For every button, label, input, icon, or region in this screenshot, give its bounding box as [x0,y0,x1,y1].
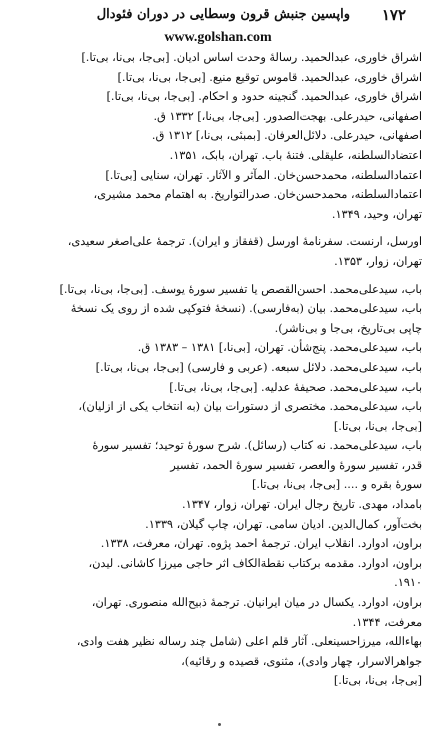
entry-line: براون، ادوارد. مقدمه برکتاب نقطة‌الکاف اثر حاجی میرزا کاشانی. لیدن، [88,556,422,570]
entry-line: معرفت، ۱۳۴۴. [352,615,422,629]
bibliography-entry [14,68,422,88]
entry-line: اصفهانی، حیدرعلی. دلائل‌العرفان. [بمبئی، بی‌نا،] ۱۳۱۲ ق. [151,129,422,143]
entry-line: باب، سیدعلی‌محمد. پنج‌شأن. تهران، [بی‌نا،] ۱۳۸۱ – ۱۳۸۳ ق. [137,341,422,355]
entry-line: باب، سیدعلی‌محمد. احسن‌القصص یا تفسیر سورهٔ یوسف. [بی‌جا، بی‌نا، بی‌تا.] [59,282,422,296]
bibliography-entry [14,87,422,107]
bibliography-entry [14,146,422,166]
bibliography-entry [14,378,422,398]
entry-line: اشراق خاوری، عبدالحمید. قاموس توقیع منیع. [بی‌جا، بی‌نا، بی‌تا.] [117,70,422,84]
bibliography-entry [14,299,422,338]
entry-line: اعتمادالسلطنه، محمدحسن‌خان. المآثر و الآثار. تهران، سنایی [بی‌تا.] [105,168,422,182]
entry-line: اصفهانی، حیدرعلی. بهجت‌الصدور. [بی‌جا، بی‌نا،] ۱۳۳۲ ق. [153,109,422,123]
bibliography-list [14,48,422,691]
entry-line: براون، ادوارد. یکسال در میان ایرانیان. ترجمهٔ ذبیح‌الله منصوری. تهران، [91,596,422,610]
entry-line: بخت‌آور، کمال‌الدین. ادیان سامی. تهران، چاپ گیلان، ۱۳۳۹. [145,517,422,531]
page-number: ۱۷۲ [381,6,406,24]
page-header [14,6,422,26]
running-title: واپسین جنبش قرون وسطایی در دوران فئودال [96,7,350,22]
bibliography-entry [14,358,422,378]
bibliography-entry [14,632,422,691]
entry-line: باب، سیدعلی‌محمد. نه کتاب (رسائل). شرح سورهٔ توحید؛ تفسیر سورهٔ [92,439,422,453]
bibliography-entry [14,126,422,146]
bibliography-entry [14,495,422,515]
bibliography-entry [14,515,422,535]
entry-line: باب، سیدعلی‌محمد. دلائل سبعه. (عربی و فارسی) [بی‌جا، بی‌نا، بی‌تا.] [95,360,422,374]
entry-line: اشراق خاوری، عبدالحمید. گنجینه حدود و احکام. [بی‌جا، بی‌نا، بی‌تا.] [106,90,422,104]
entry-line: تهران، وحید، ۱۳۴۹. [331,207,422,221]
entry-line: اورسل، ارنست. سفرنامهٔ اورسل (قفقاز و ایران). ترجمهٔ علی‌اصغر سعیدی، [67,235,422,249]
bibliography-entry [14,280,422,300]
entry-line: ۱۹۱۰. [394,576,422,590]
entry-line: سورهٔ بقره و .... [بی‌جا، بی‌نا، بی‌تا.] [251,478,422,492]
page-dot [218,723,221,726]
bibliography-entry [14,166,422,186]
entry-line: بامداد، مهدی. تاریخ رجال ایران. تهران، زوار، ۱۳۴۷. [182,498,422,512]
entry-line: براون، ادوارد. انقلاب ایران. ترجمهٔ احمد پژوه. تهران، معرفت، ۱۳۳۸. [100,537,422,551]
bibliography-entry [14,534,422,554]
entry-line: جواهرالاسرار، چهار وادی)، مثنوی، قصیده و رقائیه)، [181,654,422,668]
bibliography-entry [14,232,422,271]
bibliography-entry [14,554,422,593]
entry-line: تهران، زوار، ۱۳۵۳. [334,254,422,268]
entry-line: باب، سیدعلی‌محمد. صحیفهٔ عدلیه. [بی‌جا، بی‌نا، بی‌تا.] [169,380,422,394]
entry-line: اعتضادالسلطنه، علیقلی. فتنهٔ باب. تهران، بابک، ۱۳۵۱. [169,148,422,162]
bibliography-entry [14,436,422,495]
bibliography-entry [14,338,422,358]
entry-line: اعتمادالسلطنه، محمدحسن‌خان. صدرالتواریخ. به اهتمام محمد مشیری، [93,188,422,202]
website-watermark: www.golshan.com [164,30,272,45]
bibliography-entry [14,593,422,632]
entry-line: باب، سیدعلی‌محمد. مختصری از دستورات بیان (به انتخاب یکی از ازلیان)، [78,400,422,414]
entry-line: اشراق خاوری، عبدالحمید. رسالهٔ وحدت اساس ادیان. [بی‌جا، بی‌نا، بی‌تا.] [81,51,422,64]
bibliography-entry [14,397,422,436]
entry-line: چاپی بی‌تاریخ، بی‌جا و بی‌ناشر). [274,321,422,335]
entry-line: قدر، تفسیر سورهٔ والعصر، تفسیر سورهٔ الحمد، تفسیر [170,458,422,472]
entry-line: بهاءالله، میرزاحسینعلی. آثار قلم اعلی (شامل چند رساله نظیر هفت وادی، [76,635,422,649]
entry-line: باب، سیدعلی‌محمد. بیان (به‌فارسی). (نسخهٔ فتوکپی شده از روی یک نسخهٔ [70,302,422,316]
entry-line: [بی‌جا، بی‌نا، بی‌تا.] [333,419,422,433]
bibliography-entry [14,107,422,127]
bibliography-entry [14,185,422,224]
entry-line: [بی‌جا، بی‌نا، بی‌تا.] [333,674,422,688]
bibliography-entry [14,48,422,68]
